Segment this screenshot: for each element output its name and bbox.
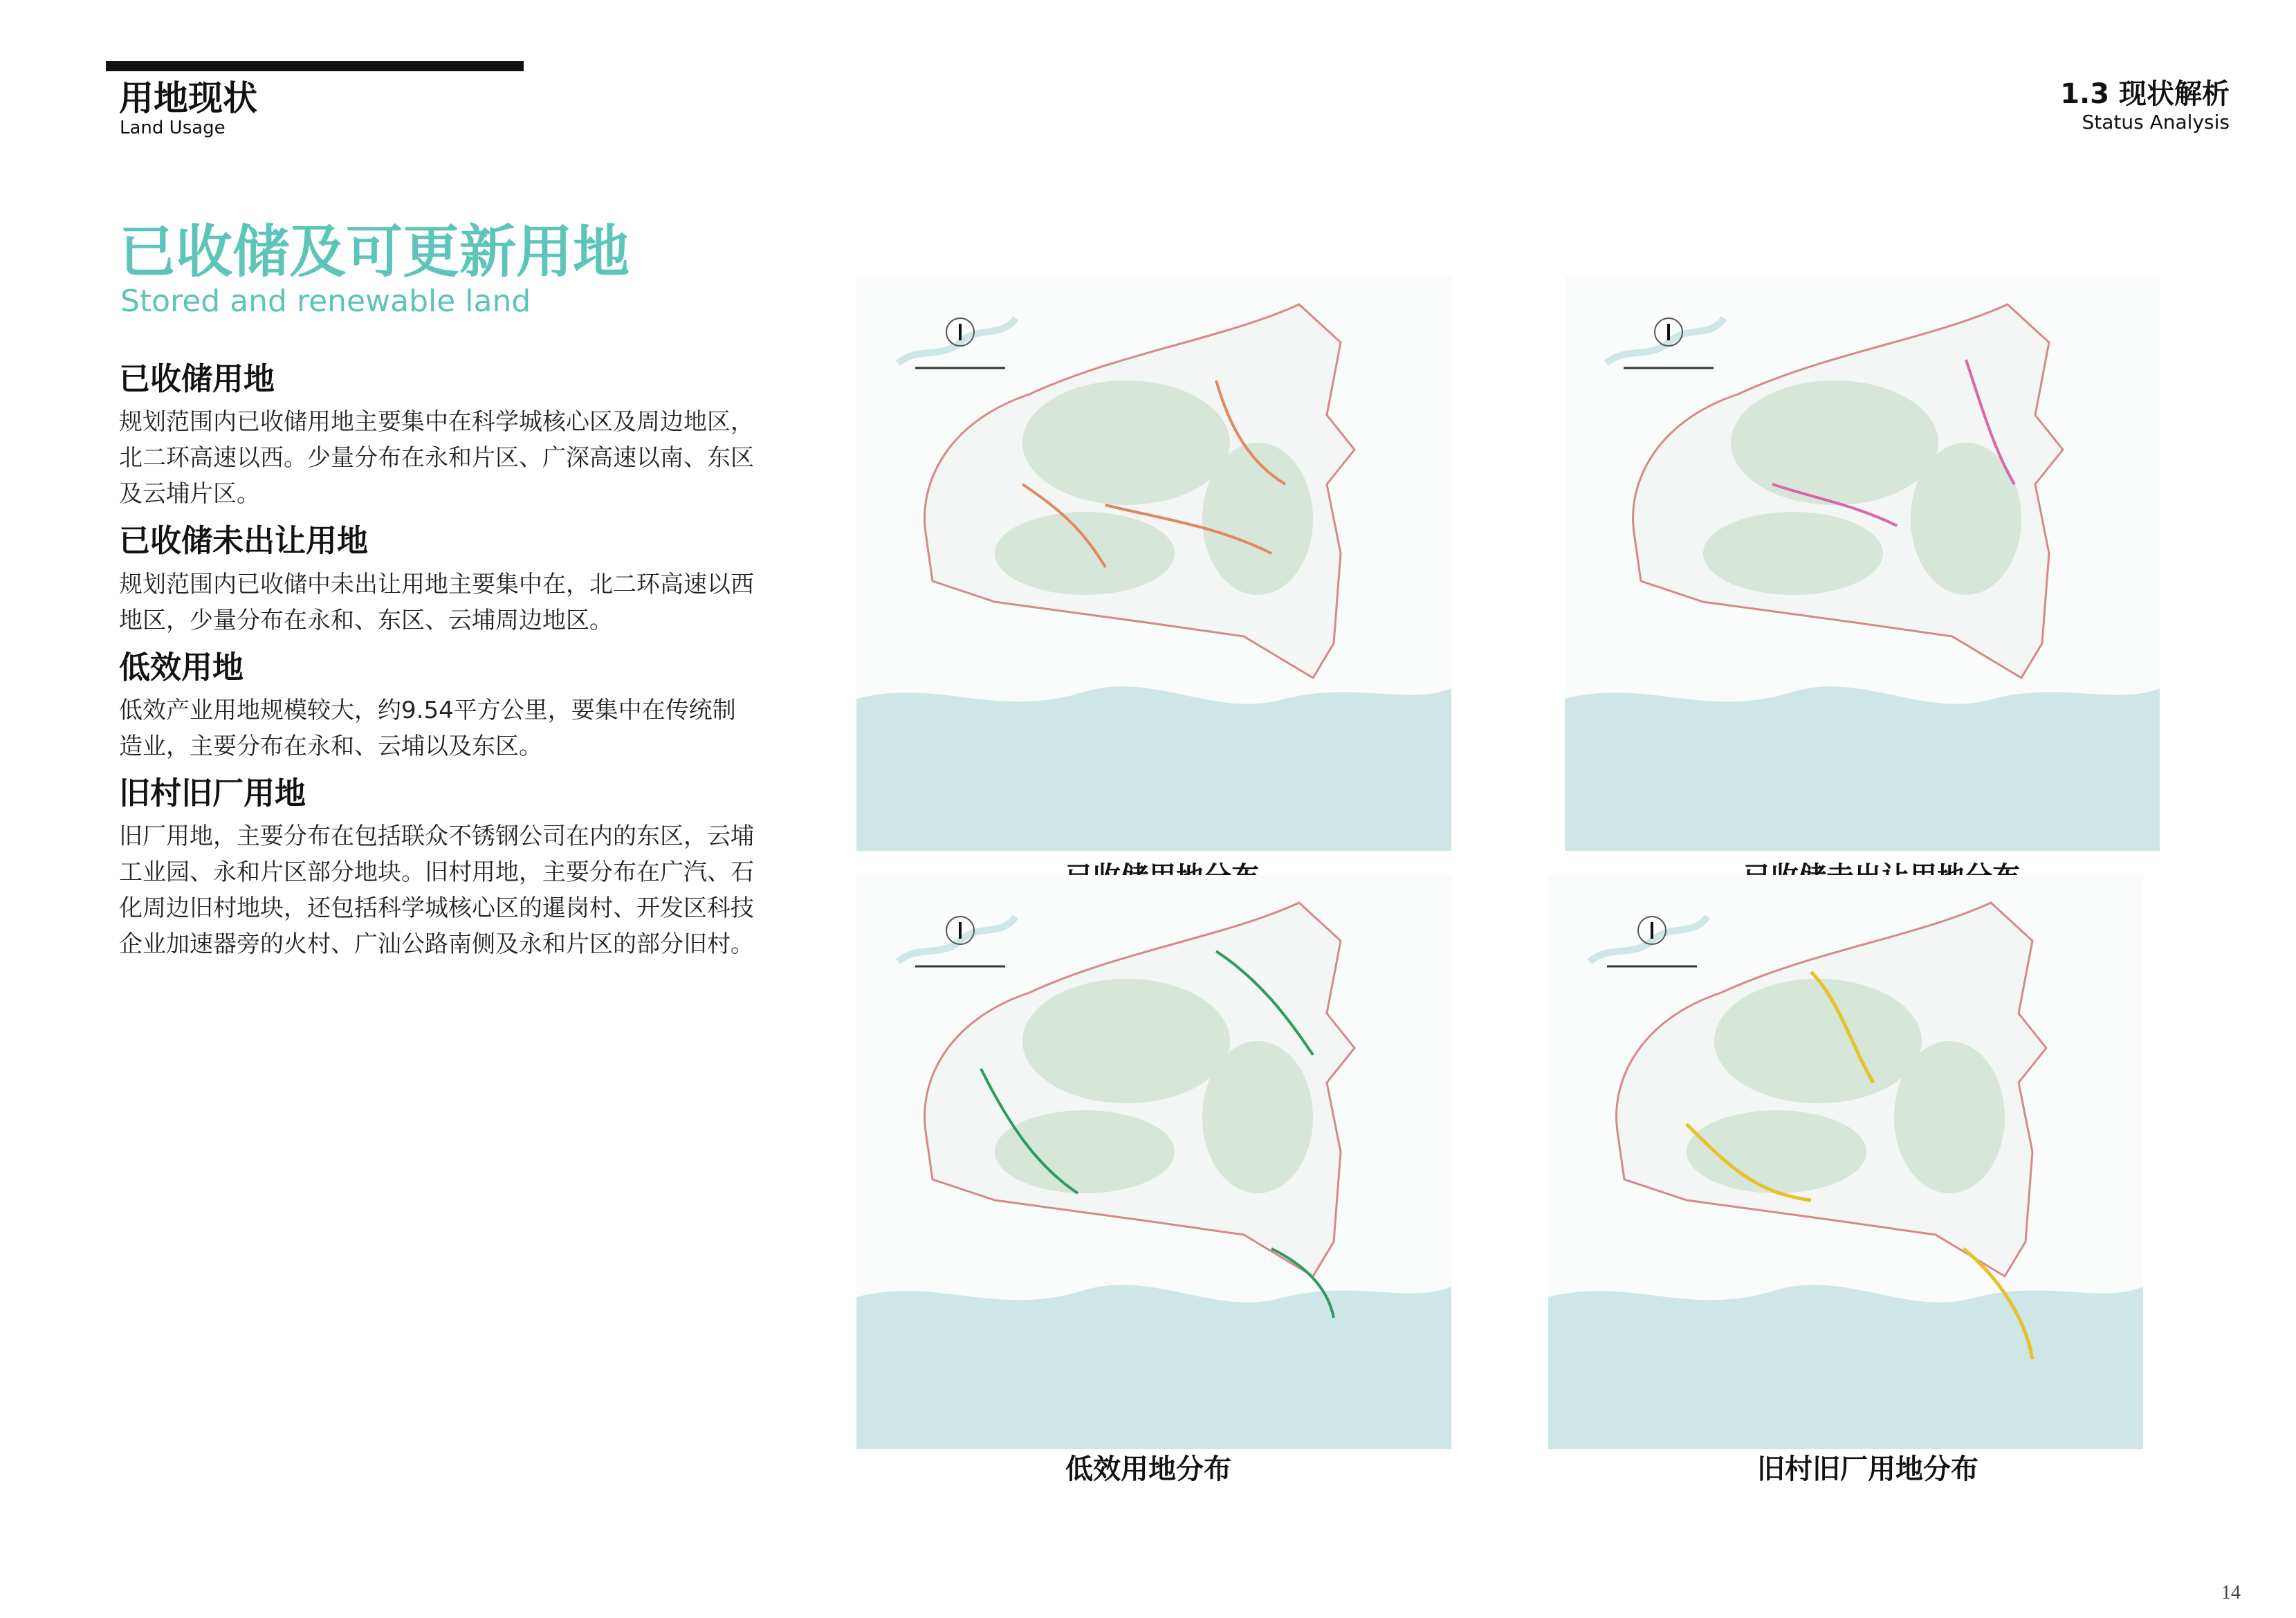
main-subtitle: Stored and renewable land xyxy=(120,284,531,319)
river xyxy=(1565,686,2160,851)
block-heading: 低效用地 xyxy=(119,648,244,686)
block-body: 规划范围内已收储用地主要集中在科学城核心区及周边地区，北二环高速以西。少量分布在永和片区、广深高速以南、东区及云埔片区。 xyxy=(119,408,754,508)
green-area xyxy=(1022,979,1230,1103)
map-old-village-factory xyxy=(1548,875,2143,1449)
map-stored-land xyxy=(856,277,1451,851)
block-heading: 旧村旧厂用地 xyxy=(119,774,306,811)
lake xyxy=(1590,917,1707,962)
map-inefficient-land xyxy=(856,875,1451,1449)
river xyxy=(856,686,1451,851)
green-area xyxy=(1714,979,1922,1103)
chapter-title: 1.3 现状解析 xyxy=(2060,78,2230,110)
green-area xyxy=(1202,1041,1313,1193)
green-area xyxy=(995,512,1175,595)
block-stored-unsold-land xyxy=(119,522,755,638)
lake xyxy=(898,318,1016,363)
green-area xyxy=(1022,380,1230,505)
text-column xyxy=(119,360,755,972)
block-old-village-factory xyxy=(119,774,755,962)
green-area xyxy=(995,1110,1175,1193)
main-title: 已收储及可更新用地 xyxy=(119,219,630,285)
river xyxy=(856,1285,1451,1449)
section-title: 用地现状 xyxy=(119,78,257,118)
page-number: 14 xyxy=(2221,1582,2241,1603)
section-subtitle: Land Usage xyxy=(120,118,226,138)
green-area xyxy=(1894,1041,2005,1193)
block-heading: 已收储未出让用地 xyxy=(119,522,369,560)
green-area xyxy=(1703,512,1883,595)
map-stored-unsold-land xyxy=(1565,277,2160,851)
block-body: 低效产业用地规模较大，约9.54平方公里，要集中在传统制造业，主要分布在永和、云埔以及东区。 xyxy=(119,696,736,760)
block-body: 规划范围内已收储中未出让用地主要集中在，北二环高速以西地区，少量分布在永和、东区、云埔周边地区。 xyxy=(119,570,754,634)
green-area xyxy=(1731,380,1938,505)
block-inefficient-land xyxy=(119,648,755,764)
map-graphic xyxy=(856,875,1451,1449)
block-stored-land xyxy=(119,360,755,512)
green-area xyxy=(1202,443,1313,595)
map-graphic xyxy=(856,277,1451,851)
map-caption: 低效用地分布 xyxy=(1065,1453,1231,1485)
map-graphic xyxy=(1565,277,2160,851)
lake xyxy=(1606,318,1724,363)
top-rule xyxy=(106,61,524,71)
block-heading: 已收储用地 xyxy=(119,360,275,397)
block-body: 旧厂用地，主要分布在包括联众不锈钢公司在内的东区，云埔工业园、永和片区部分地块。旧村用地，主要分布在广汽、石化周边旧村地块，还包括科学城核心区的暹岗村、开发区科技企业加速器旁的火村、广汕公路南侧及永和片区的部分旧村。 xyxy=(119,822,754,958)
map-graphic xyxy=(1548,875,2143,1449)
chapter-subtitle: Status Analysis xyxy=(2082,111,2230,134)
river xyxy=(1548,1285,2143,1449)
map-caption: 旧村旧厂用地分布 xyxy=(1757,1453,1978,1485)
lake xyxy=(898,917,1016,962)
